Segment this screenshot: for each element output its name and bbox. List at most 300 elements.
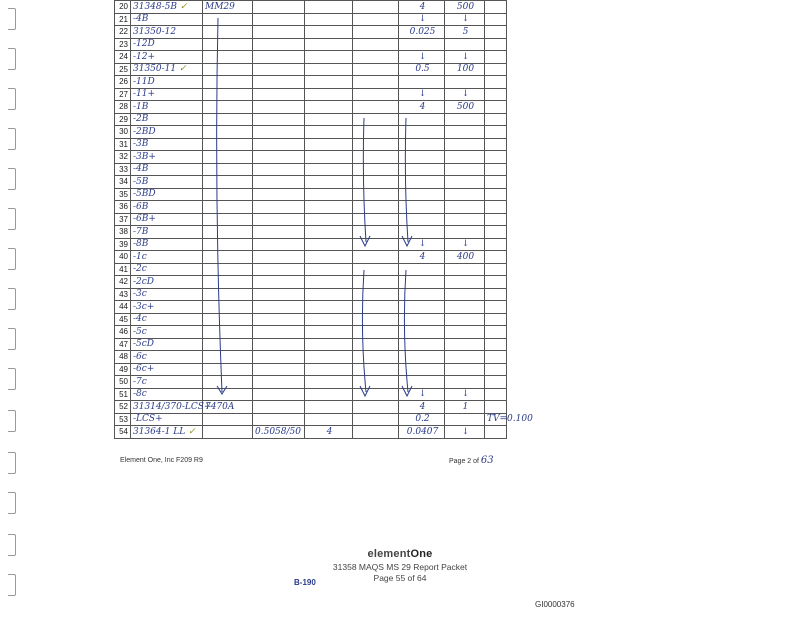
- table-cell: [305, 113, 353, 126]
- table-cell: [305, 288, 353, 301]
- table-cell: 4: [399, 401, 445, 414]
- table-cell: 0.025: [399, 26, 445, 39]
- table-cell: ↓: [445, 51, 485, 64]
- table-cell: [485, 376, 507, 389]
- table-cell: [399, 338, 445, 351]
- table-cell: [445, 313, 485, 326]
- table-cell: [353, 151, 399, 164]
- row-number: 35: [115, 188, 131, 201]
- check-mark: ✓: [185, 426, 196, 437]
- table-row: [115, 88, 507, 101]
- table-cell: [203, 26, 253, 39]
- table-cell: ↓: [399, 388, 445, 401]
- binder-hole: [8, 168, 16, 190]
- table-cell: [353, 301, 399, 314]
- check-mark: ✓: [176, 64, 187, 75]
- table-cell: [253, 101, 305, 114]
- table-cell: [253, 213, 305, 226]
- table-cell: [353, 276, 399, 289]
- table-cell: [485, 138, 507, 151]
- table-cell: 5: [445, 26, 485, 39]
- log-table: [114, 0, 533, 439]
- table-cell: [445, 151, 485, 164]
- table-cell: [445, 363, 485, 376]
- table-cell: [353, 338, 399, 351]
- packet-title: 31358 MAQS MS 29 Report Packet: [332, 562, 468, 572]
- row-number: 30: [115, 126, 131, 139]
- table-cell: MM29: [203, 1, 253, 14]
- log-sheet: [114, 0, 533, 442]
- table-cell: [445, 226, 485, 239]
- table-cell: [399, 363, 445, 376]
- table-cell: -LCS+: [131, 413, 203, 426]
- table-row: [115, 13, 507, 26]
- table-cell: [445, 276, 485, 289]
- table-cell: [253, 301, 305, 314]
- row-number: 45: [115, 313, 131, 326]
- table-cell: [445, 138, 485, 151]
- table-cell: [399, 326, 445, 339]
- table-row: [115, 401, 507, 414]
- table-cell: [353, 288, 399, 301]
- table-cell: [445, 76, 485, 89]
- table-cell: [305, 176, 353, 189]
- table-cell: [203, 213, 253, 226]
- table-cell: [203, 88, 253, 101]
- binder-hole: [8, 452, 16, 474]
- table-cell: [399, 201, 445, 214]
- table-cell: [485, 276, 507, 289]
- table-row: [115, 426, 507, 439]
- table-cell: 100: [445, 63, 485, 76]
- table-cell: [353, 101, 399, 114]
- table-cell: [203, 176, 253, 189]
- row-number: 54: [115, 426, 131, 439]
- table-cell: ↓: [445, 13, 485, 26]
- table-cell: -1B: [131, 101, 203, 114]
- table-row: [115, 26, 507, 39]
- table-cell: [353, 1, 399, 14]
- table-cell: [399, 188, 445, 201]
- table-row: [115, 388, 507, 401]
- table-cell: [353, 126, 399, 139]
- row-number: 21: [115, 13, 131, 26]
- table-cell: [399, 113, 445, 126]
- table-cell: [203, 276, 253, 289]
- table-cell: [305, 401, 353, 414]
- table-cell: 0.2: [399, 413, 445, 426]
- table-cell: [353, 263, 399, 276]
- table-cell: [399, 351, 445, 364]
- logo-part-b: One: [410, 548, 433, 560]
- table-cell: -5BD: [131, 188, 203, 201]
- row-number: 43: [115, 288, 131, 301]
- table-row: [115, 163, 507, 176]
- table-cell: -11+: [131, 88, 203, 101]
- table-cell: -7c: [131, 376, 203, 389]
- table-cell: [445, 163, 485, 176]
- table-cell: [203, 301, 253, 314]
- table-cell: [485, 201, 507, 214]
- table-cell: [353, 163, 399, 176]
- table-cell: [203, 226, 253, 239]
- table-cell: [353, 388, 399, 401]
- table-cell: 4: [399, 251, 445, 264]
- table-cell: [399, 301, 445, 314]
- table-cell: [203, 363, 253, 376]
- table-cell: [353, 226, 399, 239]
- table-cell: [485, 126, 507, 139]
- table-cell: 31314/370-LCS+: [131, 401, 203, 414]
- table-cell: [253, 126, 305, 139]
- row-number: 23: [115, 38, 131, 51]
- row-number: 53: [115, 413, 131, 426]
- table-cell: [399, 38, 445, 51]
- table-cell: [253, 226, 305, 239]
- table-cell: [253, 1, 305, 14]
- table-cell: [305, 51, 353, 64]
- table-cell: -3B+: [131, 151, 203, 164]
- table-cell: [305, 351, 353, 364]
- table-cell: [305, 238, 353, 251]
- binder-hole: [8, 328, 16, 350]
- table-cell: [203, 151, 253, 164]
- table-row: [115, 1, 507, 14]
- row-number: 51: [115, 388, 131, 401]
- table-cell: [445, 301, 485, 314]
- table-row: [115, 113, 507, 126]
- form-id: Element One, Inc F209 R9: [120, 457, 203, 464]
- table-cell: [305, 213, 353, 226]
- table-cell: [253, 188, 305, 201]
- table-cell: [485, 51, 507, 64]
- table-cell: [353, 188, 399, 201]
- table-cell: [253, 38, 305, 51]
- table-cell: [253, 51, 305, 64]
- table-cell: 31350-11 ✓: [131, 63, 203, 76]
- table-cell: [485, 13, 507, 26]
- table-cell: [203, 288, 253, 301]
- row-number: 40: [115, 251, 131, 264]
- table-cell: [203, 238, 253, 251]
- table-cell: [399, 76, 445, 89]
- table-cell: [445, 351, 485, 364]
- table-row: [115, 188, 507, 201]
- table-row: [115, 126, 507, 139]
- table-cell: [353, 413, 399, 426]
- table-cell: [305, 338, 353, 351]
- table-cell: [485, 313, 507, 326]
- table-cell: 500: [445, 1, 485, 14]
- table-cell: [485, 151, 507, 164]
- table-row: [115, 226, 507, 239]
- table-cell: ↓: [399, 51, 445, 64]
- table-cell: [253, 176, 305, 189]
- table-cell: [253, 326, 305, 339]
- table-row: [115, 276, 507, 289]
- table-cell: [203, 388, 253, 401]
- check-mark: ✓: [177, 1, 188, 12]
- table-cell: [203, 63, 253, 76]
- table-cell: [203, 38, 253, 51]
- table-cell: [253, 238, 305, 251]
- table-row: [115, 413, 507, 426]
- binder-hole: [8, 368, 16, 390]
- table-cell: [203, 351, 253, 364]
- table-cell: [305, 26, 353, 39]
- table-cell: [485, 101, 507, 114]
- document-id: GI0000376: [535, 600, 575, 609]
- table-cell: [203, 188, 253, 201]
- table-cell: [203, 13, 253, 26]
- table-cell: [445, 338, 485, 351]
- row-number: 34: [115, 176, 131, 189]
- table-cell: [353, 26, 399, 39]
- table-cell: [485, 76, 507, 89]
- table-cell: [353, 63, 399, 76]
- table-cell: [399, 263, 445, 276]
- table-cell: [305, 101, 353, 114]
- table-cell: [305, 413, 353, 426]
- table-cell: ↓: [445, 426, 485, 439]
- binder-holes: [8, 0, 20, 618]
- table-cell: [485, 238, 507, 251]
- table-cell: [485, 263, 507, 276]
- table-cell: [485, 163, 507, 176]
- row-number: 29: [115, 113, 131, 126]
- table-cell: [305, 126, 353, 139]
- table-cell: [253, 113, 305, 126]
- table-cell: 0.5058/50: [253, 426, 305, 439]
- table-cell: 0.0407: [399, 426, 445, 439]
- row-number: 28: [115, 101, 131, 114]
- table-cell: [353, 351, 399, 364]
- row-number: 52: [115, 401, 131, 414]
- table-cell: [485, 301, 507, 314]
- table-cell: 4: [399, 101, 445, 114]
- table-cell: -3B: [131, 138, 203, 151]
- table-cell: [253, 388, 305, 401]
- row-number: 32: [115, 151, 131, 164]
- table-cell: [445, 288, 485, 301]
- table-cell: [203, 263, 253, 276]
- table-cell: [485, 388, 507, 401]
- table-cell: 31348-5B ✓: [131, 1, 203, 14]
- table-cell: [305, 138, 353, 151]
- table-cell: [203, 376, 253, 389]
- row-number: 22: [115, 26, 131, 39]
- row-number: 38: [115, 226, 131, 239]
- table-cell: [353, 88, 399, 101]
- page-total-handwritten: 63: [480, 455, 494, 466]
- table-cell: [203, 201, 253, 214]
- table-cell: 7470A: [203, 401, 253, 414]
- table-cell: [305, 263, 353, 276]
- table-cell: [253, 376, 305, 389]
- binder-hole: [8, 48, 16, 70]
- table-cell: [445, 213, 485, 226]
- table-cell: [399, 226, 445, 239]
- table-cell: [253, 363, 305, 376]
- table-cell: [445, 176, 485, 189]
- table-cell: -8B: [131, 238, 203, 251]
- bates-number: B-190: [294, 578, 316, 587]
- table-cell: [399, 288, 445, 301]
- table-cell: -5cD: [131, 338, 203, 351]
- table-cell: [305, 76, 353, 89]
- row-number: 44: [115, 301, 131, 314]
- table-cell: [305, 163, 353, 176]
- table-cell: [253, 138, 305, 151]
- page-of-total: [449, 455, 494, 466]
- table-cell: [305, 151, 353, 164]
- table-cell: [353, 251, 399, 264]
- table-row: [115, 176, 507, 189]
- table-row: [115, 301, 507, 314]
- table-cell: [485, 213, 507, 226]
- table-cell: [305, 63, 353, 76]
- table-cell: [485, 88, 507, 101]
- page-of-label: Page 2 of: [449, 458, 479, 465]
- table-cell: [305, 363, 353, 376]
- table-cell: [305, 13, 353, 26]
- table-cell: [445, 38, 485, 51]
- table-cell: [353, 363, 399, 376]
- table-cell: ↓: [399, 238, 445, 251]
- table-cell: [253, 201, 305, 214]
- table-cell: ↓: [399, 13, 445, 26]
- table-cell: [399, 276, 445, 289]
- table-cell: 31364-1 LL ✓: [131, 426, 203, 439]
- table-cell: TV=0.100: [485, 413, 507, 426]
- table-row: [115, 288, 507, 301]
- row-number: 27: [115, 88, 131, 101]
- table-cell: [305, 376, 353, 389]
- table-cell: [485, 251, 507, 264]
- table-cell: [253, 338, 305, 351]
- table-cell: [353, 76, 399, 89]
- table-cell: 400: [445, 251, 485, 264]
- table-cell: [305, 188, 353, 201]
- table-cell: -2BD: [131, 126, 203, 139]
- row-number: 25: [115, 63, 131, 76]
- table-cell: [485, 326, 507, 339]
- binder-hole: [8, 410, 16, 432]
- table-row: [115, 51, 507, 64]
- table-row: [115, 38, 507, 51]
- table-cell: [353, 138, 399, 151]
- table-cell: [203, 326, 253, 339]
- table-cell: [485, 363, 507, 376]
- table-cell: [203, 338, 253, 351]
- table-cell: [305, 1, 353, 14]
- table-cell: [203, 51, 253, 64]
- table-cell: -6B+: [131, 213, 203, 226]
- table-cell: [203, 313, 253, 326]
- table-cell: 0.5: [399, 63, 445, 76]
- table-row: [115, 138, 507, 151]
- table-cell: [203, 163, 253, 176]
- table-cell: [305, 313, 353, 326]
- table-cell: [253, 413, 305, 426]
- table-cell: [485, 113, 507, 126]
- table-cell: [399, 376, 445, 389]
- table-cell: ↓: [445, 238, 485, 251]
- table-cell: [445, 201, 485, 214]
- binder-hole: [8, 208, 16, 230]
- table-row: [115, 151, 507, 164]
- table-cell: -6c+: [131, 363, 203, 376]
- table-cell: [445, 263, 485, 276]
- table-cell: [399, 138, 445, 151]
- table-cell: -4c: [131, 313, 203, 326]
- table-cell: -7B: [131, 226, 203, 239]
- table-cell: [353, 426, 399, 439]
- table-cell: -3c+: [131, 301, 203, 314]
- table-cell: [305, 326, 353, 339]
- table-cell: [305, 38, 353, 51]
- table-cell: [485, 401, 507, 414]
- table-row: [115, 251, 507, 264]
- table-cell: ↓: [445, 88, 485, 101]
- table-row: [115, 338, 507, 351]
- row-number: 49: [115, 363, 131, 376]
- table-cell: [353, 201, 399, 214]
- row-number: 26: [115, 76, 131, 89]
- table-row: [115, 101, 507, 114]
- table-cell: [399, 176, 445, 189]
- table-cell: [203, 413, 253, 426]
- row-number: 20: [115, 1, 131, 14]
- table-cell: [353, 401, 399, 414]
- packet-page: Page 55 of 64: [373, 573, 427, 583]
- table-cell: 1: [445, 401, 485, 414]
- table-cell: [353, 376, 399, 389]
- table-cell: -8c: [131, 388, 203, 401]
- table-cell: [253, 263, 305, 276]
- table-cell: [353, 38, 399, 51]
- table-cell: 31350-12: [131, 26, 203, 39]
- table-cell: 500: [445, 101, 485, 114]
- row-number: 37: [115, 213, 131, 226]
- table-cell: [253, 351, 305, 364]
- table-cell: -1c: [131, 251, 203, 264]
- table-row: [115, 363, 507, 376]
- table-cell: [485, 26, 507, 39]
- table-cell: -3c: [131, 288, 203, 301]
- table-cell: [485, 1, 507, 14]
- binder-hole: [8, 88, 16, 110]
- table-cell: -2cD: [131, 276, 203, 289]
- table-cell: [445, 376, 485, 389]
- table-cell: -2c: [131, 263, 203, 276]
- table-cell: [399, 163, 445, 176]
- table-cell: [485, 226, 507, 239]
- table-cell: [485, 338, 507, 351]
- table-cell: [305, 388, 353, 401]
- table-cell: [399, 126, 445, 139]
- table-cell: [485, 426, 507, 439]
- table-cell: [203, 426, 253, 439]
- row-number: 41: [115, 263, 131, 276]
- table-cell: -4B: [131, 13, 203, 26]
- table-cell: [253, 88, 305, 101]
- row-number: 46: [115, 326, 131, 339]
- table-cell: -4B: [131, 163, 203, 176]
- logo-part-a: element: [367, 548, 411, 560]
- table-cell: [203, 101, 253, 114]
- row-number: 47: [115, 338, 131, 351]
